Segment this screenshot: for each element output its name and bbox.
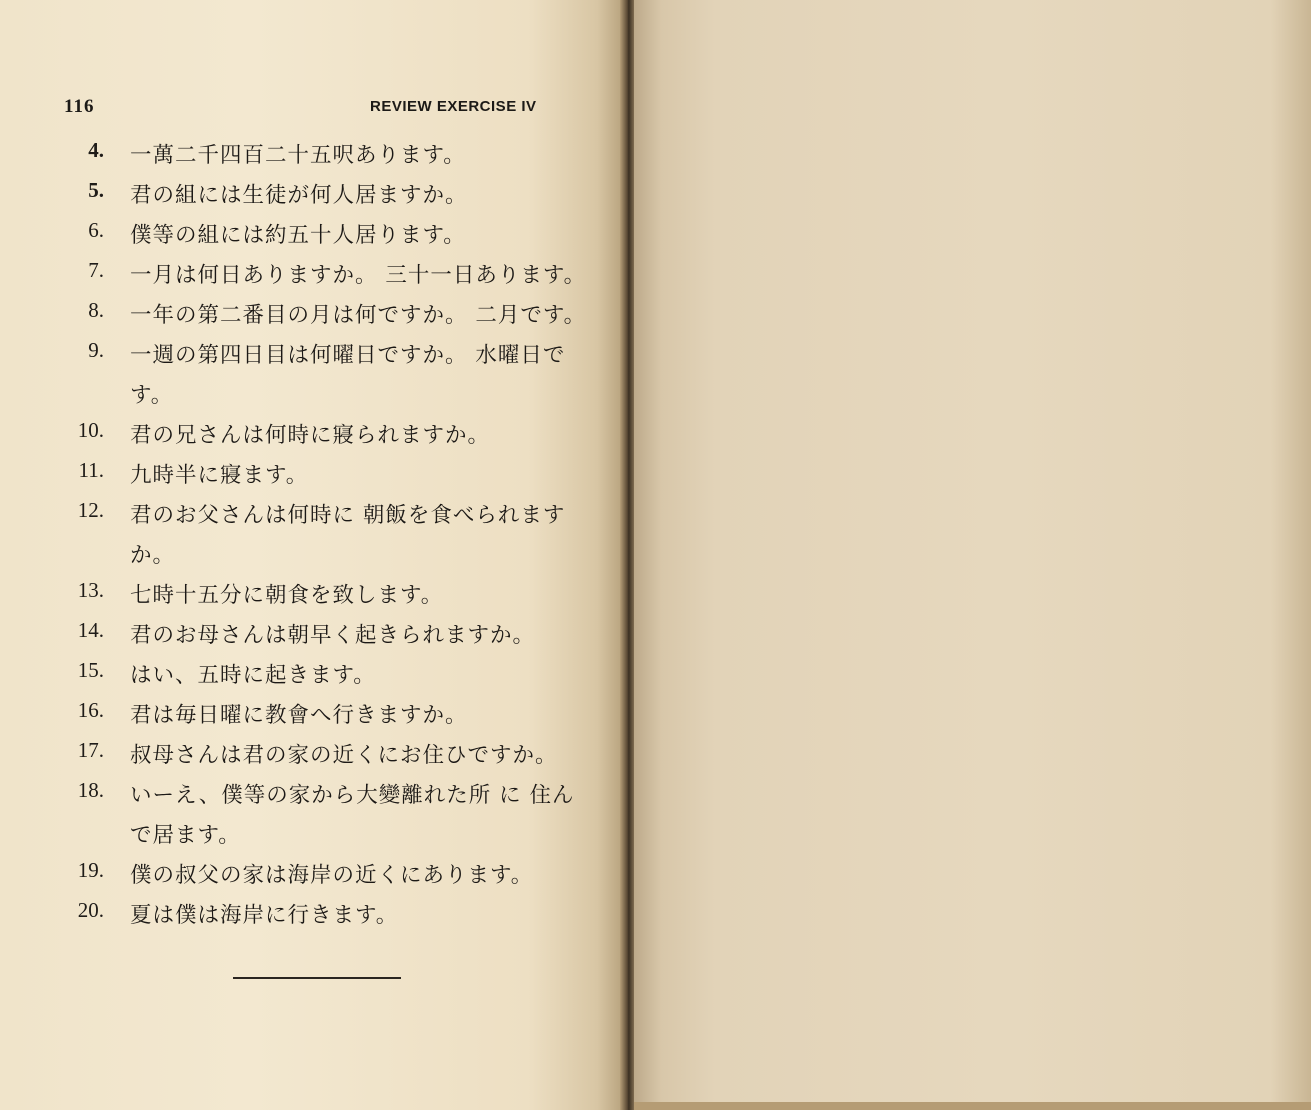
- page-number: 116: [64, 96, 95, 117]
- exercise-text-line: はい、五時に起きます。: [130, 663, 376, 688]
- exercise-text-line: で居ます。: [130, 823, 241, 848]
- exercise-text: [130, 298, 608, 338]
- exercise-number: 16.: [77, 698, 104, 722]
- exercise-text-line: 一週の第四日目は何曜日ですか。 水曜日で: [130, 343, 566, 368]
- right-page-blank: [634, 0, 1311, 1110]
- left-page: [0, 0, 622, 1110]
- exercise-text: [130, 498, 608, 578]
- exercise-text-line: 僕の叔父の家は海岸の近くにあります。: [130, 863, 534, 888]
- exercise-text-line: 君のお父さんは何時に 朝飯を食べられます: [130, 503, 566, 528]
- exercise-text-line: 叔母さんは君の家の近くにお住ひですか。: [130, 743, 558, 768]
- exercise-text-line: 一萬二千四百二十五呎あります。: [130, 143, 466, 168]
- exercise-text-line: 君のお母さんは朝早く起きられますか。: [130, 623, 536, 648]
- exercise-number: 9.: [88, 338, 104, 362]
- exercise-text: [130, 618, 608, 658]
- exercise-number: 6.: [88, 218, 104, 242]
- exercise-text: [130, 178, 608, 218]
- exercise-text-line: す。: [130, 383, 174, 408]
- exercise-number: 17.: [77, 738, 104, 762]
- exercise-number: 19.: [77, 858, 104, 882]
- exercise-number: 11.: [78, 458, 104, 482]
- exercise-text-line: 君は毎日曜に教會へ行きますか。: [130, 703, 468, 728]
- exercise-number: 8.: [88, 298, 104, 322]
- exercise-number: 10.: [77, 418, 104, 442]
- exercise-text: [130, 658, 608, 698]
- exercise-text: [130, 138, 608, 178]
- exercise-number: 7.: [88, 258, 104, 282]
- exercise-text: [130, 458, 608, 498]
- exercise-text-line: 夏は僕は海岸に行きます。: [130, 903, 399, 928]
- exercise-number: 14.: [77, 618, 104, 642]
- exercise-text-line: 君の組には生徒が何人居ますか。: [130, 183, 468, 208]
- exercise-text-line: 九時半に寢ます。: [130, 463, 309, 488]
- exercise-number: 20.: [77, 898, 104, 922]
- exercise-text-line: 一年の第二番目の月は何ですか。 二月です。: [130, 303, 587, 328]
- exercise-text: [130, 858, 608, 898]
- exercise-text-line: 僕等の組には約五十人居ります。: [130, 223, 466, 248]
- exercise-number: 18.: [77, 778, 104, 802]
- exercise-number: 15.: [77, 658, 104, 682]
- exercise-text: [130, 578, 608, 618]
- exercise-text: [130, 778, 608, 858]
- exercise-text: [130, 738, 608, 778]
- exercise-number: 12.: [77, 498, 104, 522]
- exercise-text: [130, 338, 608, 418]
- section-title: REVIEW EXERCISE IV: [370, 98, 537, 115]
- page-edge: [634, 1102, 1311, 1110]
- exercise-text-line: いーえ、僕等の家から大變離れた所 に 住ん: [130, 783, 575, 808]
- exercise-text-line: 一月は何日ありますか。 三十一日あります。: [130, 263, 587, 288]
- exercise-text: [130, 218, 608, 258]
- exercise-text: [130, 698, 608, 738]
- exercise-text-line: か。: [130, 543, 176, 568]
- end-rule: [233, 977, 401, 979]
- exercise-text: [130, 898, 608, 938]
- exercise-number: 13.: [77, 578, 104, 602]
- exercise-number: 5.: [88, 178, 104, 202]
- exercise-number: 4.: [88, 138, 104, 162]
- exercise-text: [130, 258, 608, 298]
- exercise-text-line: 君の兄さんは何時に寢られますか。: [130, 423, 491, 448]
- exercise-text: [130, 418, 608, 458]
- running-head: [0, 96, 622, 122]
- exercise-text-line: 七時十五分に朝食を致します。: [130, 583, 444, 608]
